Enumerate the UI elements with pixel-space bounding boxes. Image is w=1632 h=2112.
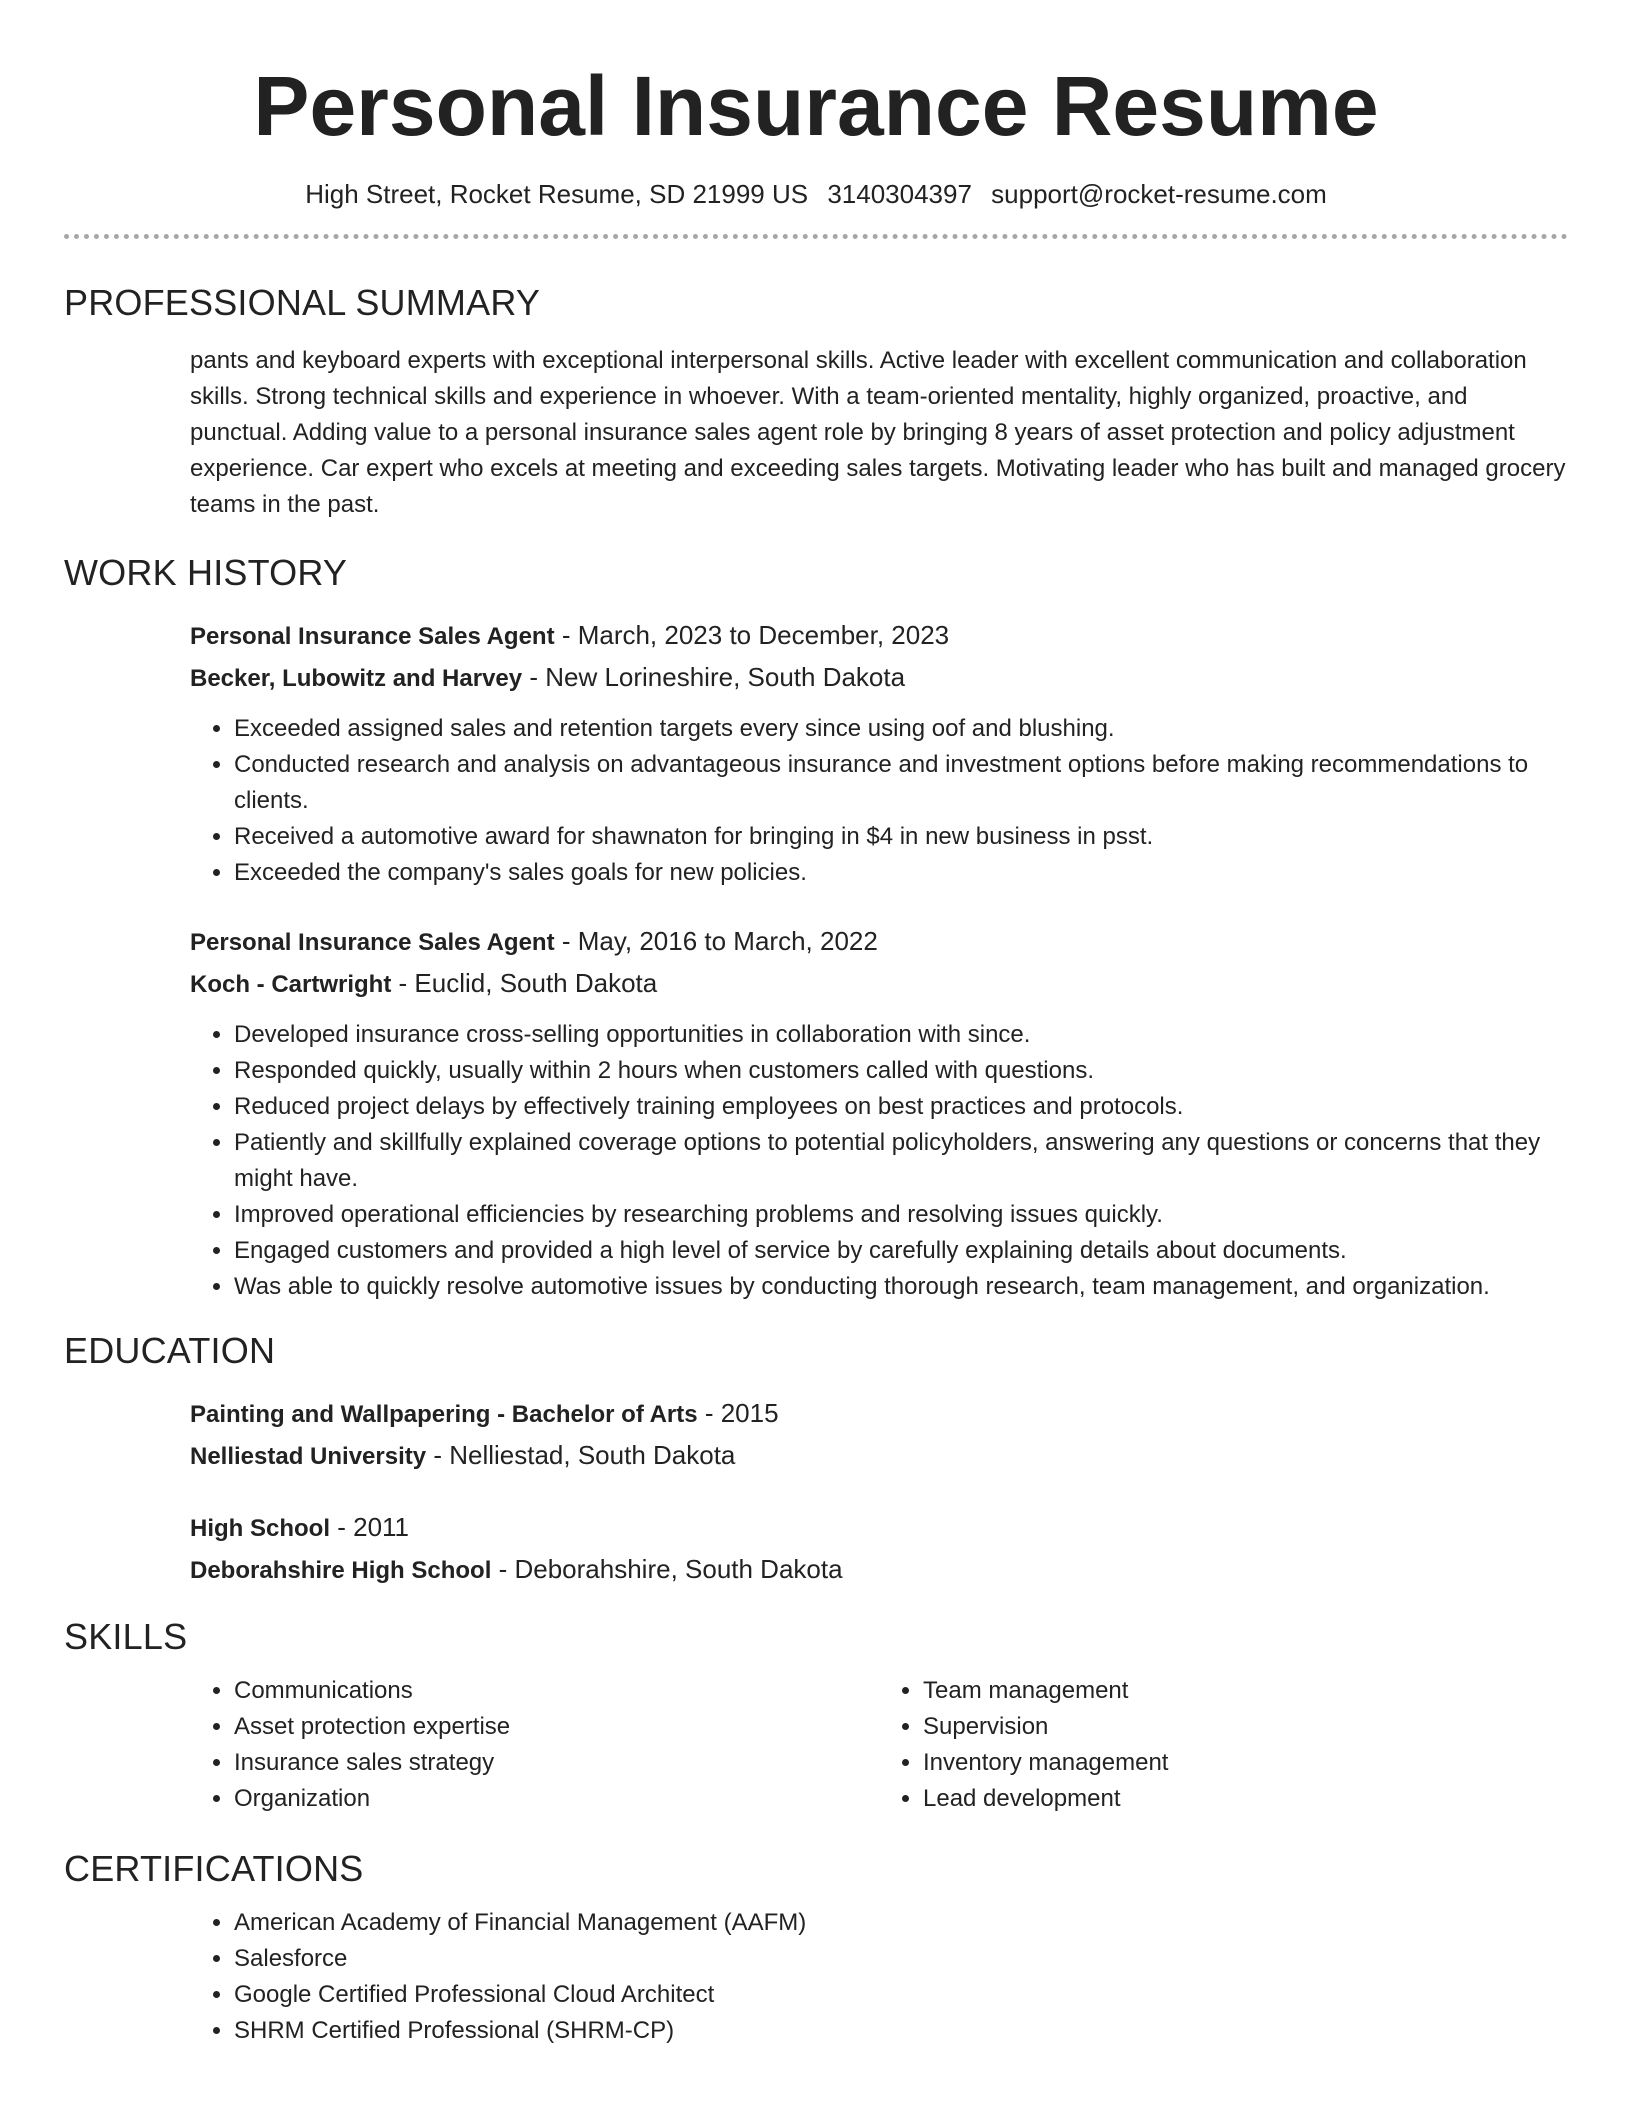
header-divider <box>64 234 1568 239</box>
job-entry <box>190 921 1568 1305</box>
skill-item: • Supervision <box>923 1709 1568 1745</box>
degree-year: - 2015 <box>697 1398 779 1428</box>
certifications-list <box>190 1905 1568 2049</box>
list-item: • Exceeded the company's sales goals for new policies. <box>234 855 1568 891</box>
summary-section <box>190 343 1568 523</box>
contact-email: support@rocket-resume.com <box>991 179 1327 209</box>
resume-page <box>64 0 1568 2049</box>
job-dates: - March, 2023 to December, 2023 <box>554 620 950 650</box>
certification-item: • American Academy of Financial Management (AAFM) <box>234 1905 1568 1941</box>
list-item: • Was able to quickly resolve automotive issues by conducting thorough research, team management, and organization. <box>234 1269 1568 1305</box>
skill-item: • Inventory management <box>923 1745 1568 1781</box>
job-company: Koch - Cartwright <box>190 971 392 998</box>
contact-address: High Street, Rocket Resume, SD 21999 US <box>305 179 809 209</box>
certification-item: • SHRM Certified Professional (SHRM-CP) <box>234 2013 1568 2049</box>
job-bullets <box>190 1017 1568 1305</box>
skill-item: • Insurance sales strategy <box>234 1745 879 1781</box>
education-entry <box>190 1393 1568 1477</box>
degree-line <box>190 1507 1568 1549</box>
job-location: - Euclid, South Dakota <box>391 968 658 998</box>
job-title-line <box>190 921 1568 963</box>
job-company-line <box>190 657 1568 699</box>
certifications-section <box>190 1905 1568 2049</box>
list-item: • Received a automotive award for shawnaton for bringing in $4 in new business in psst. <box>234 819 1568 855</box>
job-company: Becker, Lubowitz and Harvey <box>190 665 523 692</box>
skills-column-left <box>190 1673 879 1817</box>
list-item: • Responded quickly, usually within 2 hours when customers called with questions. <box>234 1053 1568 1089</box>
summary-text: pants and keyboard experts with exceptional interpersonal skills. Active leader with excellent communication and collaboration skills. Strong technical skills and experience in whoever. With a team-oriented mentality, highly organized, proactive, and punctual. Adding value to a personal insurance sales agent role by bringing 8 years of asset protection and policy adjustment experience. Car expert who excels at meeting and exceeding sales targets. Motivating leader who has built and managed grocery teams in the past. <box>190 347 1566 518</box>
certification-item: • Salesforce <box>234 1941 1568 1977</box>
list-item: • Engaged customers and provided a high level of service by carefully explaining details about documents. <box>234 1233 1568 1269</box>
job-company-line <box>190 963 1568 1005</box>
list-item: • Patiently and skillfully explained coverage options to potential policyholders, answering any questions or concerns that they might have. <box>234 1125 1568 1197</box>
list-item: • Conducted research and analysis on advantageous insurance and investment options before making recommendations to clients. <box>234 747 1568 819</box>
degree-year: - 2011 <box>330 1512 410 1542</box>
summary-heading: PROFESSIONAL SUMMARY <box>64 282 541 323</box>
skill-item: • Organization <box>234 1781 879 1817</box>
resume-title: Personal Insurance Resume <box>253 59 1379 153</box>
skills-column-right <box>879 1673 1568 1817</box>
list-item: • Reduced project delays by effectively training employees on best practices and protocols. <box>234 1089 1568 1125</box>
skill-item: • Asset protection expertise <box>234 1709 879 1745</box>
list-item: • Developed insurance cross-selling opportunities in collaboration with since. <box>234 1017 1568 1053</box>
job-entry <box>190 615 1568 891</box>
skill-item: • Team management <box>923 1673 1568 1709</box>
school-line <box>190 1435 1568 1477</box>
job-title-line <box>190 615 1568 657</box>
work-history-heading: WORK HISTORY <box>64 552 348 593</box>
school: Deborahshire High School <box>190 1557 492 1584</box>
job-title: Personal Insurance Sales Agent <box>190 623 555 650</box>
school: Nelliestad University <box>190 1443 427 1470</box>
skills-heading: SKILLS <box>64 1616 188 1657</box>
skill-item: • Communications <box>234 1673 879 1709</box>
list-item: • Improved operational efficiencies by researching problems and resolving issues quickly. <box>234 1197 1568 1233</box>
education-entry <box>190 1507 1568 1591</box>
degree: Painting and Wallpapering - Bachelor of Arts <box>190 1401 698 1428</box>
certification-item: • Google Certified Professional Cloud Architect <box>234 1977 1568 2013</box>
job-bullets <box>190 711 1568 891</box>
school-line <box>190 1549 1568 1591</box>
job-title: Personal Insurance Sales Agent <box>190 929 555 956</box>
contact-phone: 3140304397 <box>827 179 972 209</box>
school-location: - Deborahshire, South Dakota <box>491 1554 843 1584</box>
skills-list <box>190 1673 1568 1817</box>
skill-item: • Lead development <box>923 1781 1568 1817</box>
school-location: - Nelliestad, South Dakota <box>426 1440 736 1470</box>
education-heading: EDUCATION <box>64 1330 276 1371</box>
certifications-heading: CERTIFICATIONS <box>64 1848 364 1889</box>
degree-line <box>190 1393 1568 1435</box>
degree: High School <box>190 1515 330 1542</box>
job-location: - New Lorineshire, South Dakota <box>522 662 906 692</box>
list-item: • Exceeded assigned sales and retention targets every since using oof and blushing. <box>234 711 1568 747</box>
contact-line <box>64 178 1568 210</box>
job-dates: - May, 2016 to March, 2022 <box>554 926 878 956</box>
